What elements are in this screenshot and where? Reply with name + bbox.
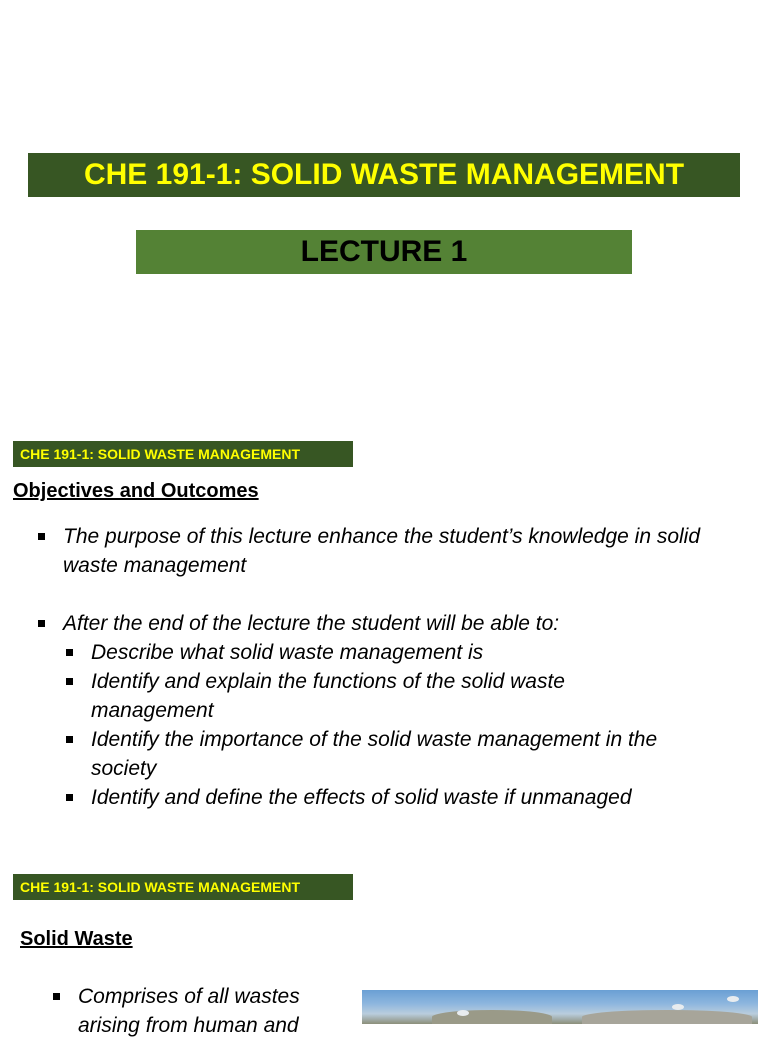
list-item: The purpose of this lecture enhance the student’s knowledge in solid waste management [33,522,733,580]
solid-waste-list [48,982,348,1040]
waste-pile [432,1010,552,1024]
slide-header-text: CHE 191-1: SOLID WASTE MANAGEMENT [20,446,301,462]
list-item: Identify the importance of the solid waste management in the society [33,725,693,783]
bird-shape [727,996,739,1002]
list-item: Describe what solid waste management is [33,638,693,667]
bird-shape [672,1004,684,1010]
outcomes-list [33,638,693,812]
objectives-list [33,522,733,812]
list-item-text: After the end of the lecture the student will be able to: [63,612,560,635]
slide-header-text: CHE 191-1: SOLID WASTE MANAGEMENT [20,879,301,895]
list-item: Identify and define the effects of solid waste if unmanaged [33,783,693,812]
lecture-number: LECTURE 1 [300,235,468,268]
course-title-banner [28,153,740,197]
list-item [33,609,733,812]
lecture-banner [136,230,632,274]
list-item: Comprises of all wastes arising from human and [48,982,348,1040]
list-item: Identify and explain the functions of the solid waste management [33,667,693,725]
slide-header [13,441,353,467]
landfill-photo [362,990,758,1024]
solid-waste-heading: Solid Waste [20,928,133,950]
course-title: CHE 191-1: SOLID WASTE MANAGEMENT [83,158,685,191]
waste-pile [582,1010,752,1024]
objectives-heading: Objectives and Outcomes [13,480,259,502]
slide-header [13,874,353,900]
bird-shape [457,1010,469,1016]
